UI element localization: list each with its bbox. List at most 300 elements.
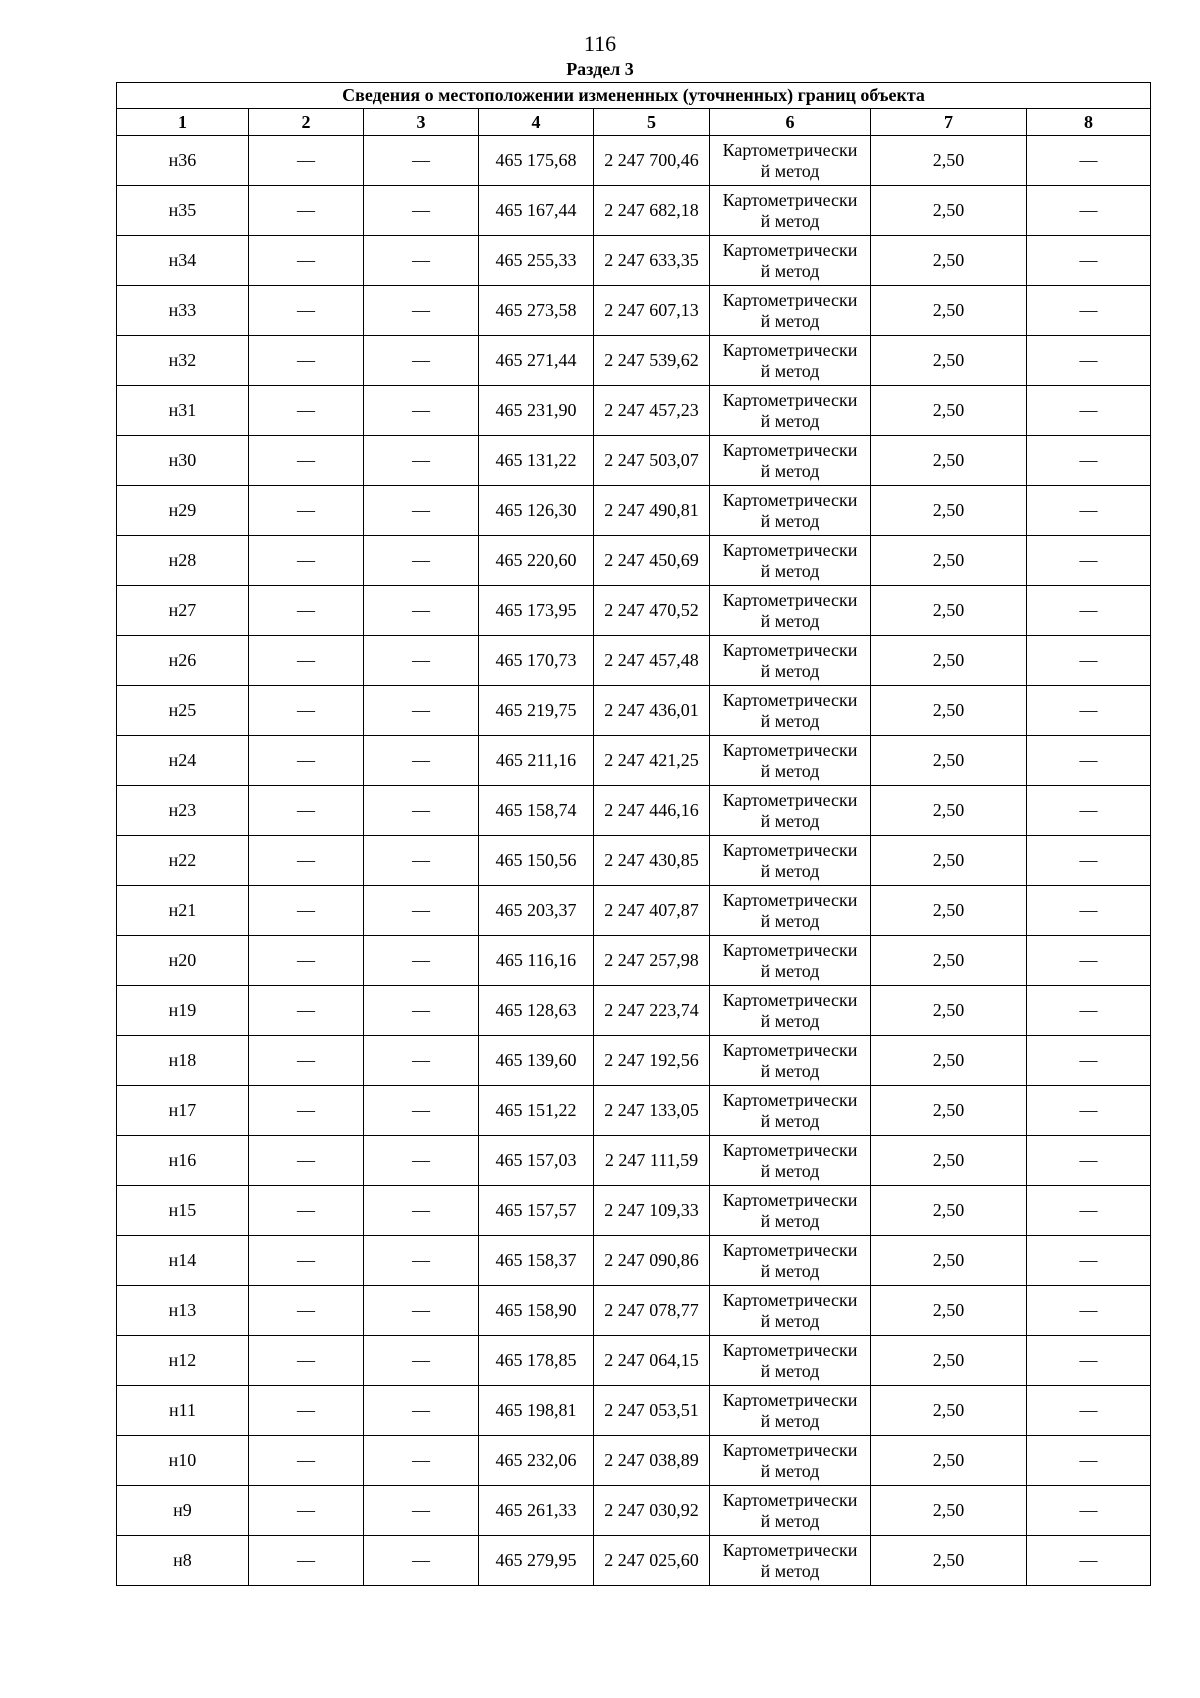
method-cell bbox=[710, 1236, 871, 1286]
precision-cell: 2,50 bbox=[871, 936, 1027, 986]
y-coordinate-cell: 2 247 430,85 bbox=[594, 836, 710, 886]
table-row bbox=[117, 386, 1151, 436]
col2-dash-cell bbox=[249, 286, 364, 336]
column-header-8: 8 bbox=[1027, 109, 1151, 136]
method-cell bbox=[710, 936, 871, 986]
column-header-2: 2 bbox=[249, 109, 364, 136]
point-id-cell: н28 bbox=[117, 536, 249, 586]
col3-dash-cell bbox=[364, 1136, 479, 1186]
method-cell bbox=[710, 136, 871, 186]
dash-mark: — bbox=[1079, 1450, 1098, 1470]
col2-dash-cell bbox=[249, 736, 364, 786]
col8-dash-cell bbox=[1027, 1436, 1151, 1486]
col3-dash-cell bbox=[364, 1486, 479, 1536]
method-text-line2: й метод bbox=[760, 360, 820, 381]
precision-cell: 2,50 bbox=[871, 836, 1027, 886]
method-text-line1: Картометрически bbox=[722, 239, 858, 260]
y-coordinate-cell: 2 247 490,81 bbox=[594, 486, 710, 536]
precision-cell: 2,50 bbox=[871, 536, 1027, 586]
table-row bbox=[117, 336, 1151, 386]
col2-dash-cell bbox=[249, 636, 364, 686]
method-text-line1: Картометрически bbox=[722, 439, 858, 460]
page-number: 116 bbox=[583, 31, 617, 56]
y-coordinate-cell: 2 247 446,16 bbox=[594, 786, 710, 836]
table-row bbox=[117, 636, 1151, 686]
x-coordinate-cell: 465 232,06 bbox=[479, 1436, 594, 1486]
method-text-line1: Картометрически bbox=[722, 1439, 858, 1460]
col2-dash-cell bbox=[249, 586, 364, 636]
dash-mark: — bbox=[1079, 200, 1098, 220]
precision-cell: 2,50 bbox=[871, 486, 1027, 536]
y-coordinate-cell: 2 247 682,18 bbox=[594, 186, 710, 236]
dash-mark: — bbox=[297, 250, 315, 270]
col2-dash-cell bbox=[249, 886, 364, 936]
method-cell bbox=[710, 736, 871, 786]
col3-dash-cell bbox=[364, 1086, 479, 1136]
dash-mark: — bbox=[297, 150, 315, 170]
y-coordinate-cell: 2 247 503,07 bbox=[594, 436, 710, 486]
x-coordinate-cell: 465 150,56 bbox=[479, 836, 594, 886]
precision-cell: 2,50 bbox=[871, 786, 1027, 836]
col8-dash-cell bbox=[1027, 986, 1151, 1036]
table-row bbox=[117, 936, 1151, 986]
table-row bbox=[117, 986, 1151, 1036]
dash-mark: — bbox=[1079, 800, 1098, 820]
col2-dash-cell bbox=[249, 1536, 364, 1586]
point-id-cell: н9 bbox=[117, 1486, 249, 1536]
method-text-line2: й метод bbox=[760, 960, 820, 981]
col2-dash-cell bbox=[249, 1386, 364, 1436]
method-text-line2: й метод bbox=[760, 1360, 820, 1381]
dash-mark: — bbox=[1079, 1400, 1098, 1420]
method-cell bbox=[710, 1086, 871, 1136]
method-text-line2: й метод bbox=[760, 1160, 820, 1181]
table-row bbox=[117, 536, 1151, 586]
x-coordinate-cell: 465 167,44 bbox=[479, 186, 594, 236]
table-header-row bbox=[117, 109, 1151, 136]
y-coordinate-cell: 2 247 053,51 bbox=[594, 1386, 710, 1436]
method-text-line1: Картометрически bbox=[722, 989, 858, 1010]
precision-cell: 2,50 bbox=[871, 1036, 1027, 1086]
col2-dash-cell bbox=[249, 236, 364, 286]
y-coordinate-cell: 2 247 470,52 bbox=[594, 586, 710, 636]
x-coordinate-cell: 465 157,03 bbox=[479, 1136, 594, 1186]
col2-dash-cell bbox=[249, 436, 364, 486]
column-header-5: 5 bbox=[594, 109, 710, 136]
method-cell bbox=[710, 186, 871, 236]
dash-mark: — bbox=[1079, 1550, 1098, 1570]
point-id-cell: н11 bbox=[117, 1386, 249, 1436]
dash-mark: — bbox=[297, 700, 315, 720]
x-coordinate-cell: 465 139,60 bbox=[479, 1036, 594, 1086]
x-coordinate-cell: 465 220,60 bbox=[479, 536, 594, 586]
dash-mark: — bbox=[297, 450, 315, 470]
y-coordinate-cell: 2 247 025,60 bbox=[594, 1536, 710, 1586]
method-text-line1: Картометрически bbox=[722, 339, 858, 360]
col8-dash-cell bbox=[1027, 886, 1151, 936]
y-coordinate-cell: 2 247 450,69 bbox=[594, 536, 710, 586]
col3-dash-cell bbox=[364, 936, 479, 986]
dash-mark: — bbox=[412, 1500, 430, 1520]
dash-mark: — bbox=[1079, 450, 1098, 470]
point-id-cell: н12 bbox=[117, 1336, 249, 1386]
y-coordinate-cell: 2 247 457,48 bbox=[594, 636, 710, 686]
method-cell bbox=[710, 836, 871, 886]
method-text-line1: Картометрически bbox=[722, 1489, 858, 1510]
dash-mark: — bbox=[1079, 950, 1098, 970]
precision-cell: 2,50 bbox=[871, 1086, 1027, 1136]
precision-cell: 2,50 bbox=[871, 336, 1027, 386]
method-text-line2: й метод bbox=[760, 260, 820, 281]
method-text-line1: Картометрически bbox=[722, 839, 858, 860]
col8-dash-cell bbox=[1027, 536, 1151, 586]
dash-mark: — bbox=[297, 800, 315, 820]
col3-dash-cell bbox=[364, 586, 479, 636]
col8-dash-cell bbox=[1027, 186, 1151, 236]
method-text-line1: Картометрически bbox=[722, 1339, 858, 1360]
col8-dash-cell bbox=[1027, 836, 1151, 886]
precision-cell: 2,50 bbox=[871, 1436, 1027, 1486]
method-text-line2: й метод bbox=[760, 1410, 820, 1431]
y-coordinate-cell: 2 247 078,77 bbox=[594, 1286, 710, 1336]
x-coordinate-cell: 465 203,37 bbox=[479, 886, 594, 936]
col8-dash-cell bbox=[1027, 586, 1151, 636]
method-cell bbox=[710, 586, 871, 636]
point-id-cell: н19 bbox=[117, 986, 249, 1036]
method-text-line1: Картометрически bbox=[722, 739, 858, 760]
method-cell bbox=[710, 1186, 871, 1236]
method-cell bbox=[710, 886, 871, 936]
col2-dash-cell bbox=[249, 686, 364, 736]
dash-mark: — bbox=[412, 1100, 430, 1120]
point-id-cell: н30 bbox=[117, 436, 249, 486]
x-coordinate-cell: 465 255,33 bbox=[479, 236, 594, 286]
point-id-cell: н21 bbox=[117, 886, 249, 936]
x-coordinate-cell: 465 279,95 bbox=[479, 1536, 594, 1586]
method-text-line2: й метод bbox=[760, 1260, 820, 1281]
method-text-line1: Картометрически bbox=[722, 689, 858, 710]
precision-cell: 2,50 bbox=[871, 886, 1027, 936]
dash-mark: — bbox=[1079, 1150, 1098, 1170]
dash-mark: — bbox=[412, 1550, 430, 1570]
dash-mark: — bbox=[297, 750, 315, 770]
method-text-line2: й метод bbox=[760, 810, 820, 831]
x-coordinate-cell: 465 271,44 bbox=[479, 336, 594, 386]
col2-dash-cell bbox=[249, 1336, 364, 1386]
method-text-line2: й метод bbox=[760, 1560, 820, 1581]
dash-mark: — bbox=[412, 150, 430, 170]
column-header-4: 4 bbox=[479, 109, 594, 136]
dash-mark: — bbox=[412, 450, 430, 470]
method-cell bbox=[710, 786, 871, 836]
dash-mark: — bbox=[297, 1450, 315, 1470]
col3-dash-cell bbox=[364, 1336, 479, 1386]
method-text-line1: Картометрически bbox=[722, 939, 858, 960]
x-coordinate-cell: 465 198,81 bbox=[479, 1386, 594, 1436]
method-text-line2: й метод bbox=[760, 460, 820, 481]
method-cell bbox=[710, 986, 871, 1036]
method-text-line2: й метод bbox=[760, 1060, 820, 1081]
dash-mark: — bbox=[1079, 900, 1098, 920]
col8-dash-cell bbox=[1027, 736, 1151, 786]
y-coordinate-cell: 2 247 111,59 bbox=[594, 1136, 710, 1186]
method-text-line1: Картометрически bbox=[722, 589, 858, 610]
col8-dash-cell bbox=[1027, 686, 1151, 736]
precision-cell: 2,50 bbox=[871, 1536, 1027, 1586]
dash-mark: — bbox=[412, 850, 430, 870]
y-coordinate-cell: 2 247 109,33 bbox=[594, 1186, 710, 1236]
point-id-cell: н27 bbox=[117, 586, 249, 636]
y-coordinate-cell: 2 247 223,74 bbox=[594, 986, 710, 1036]
precision-cell: 2,50 bbox=[871, 1386, 1027, 1436]
method-text-line1: Картометрически bbox=[722, 389, 858, 410]
table-row bbox=[117, 1186, 1151, 1236]
method-text-line1: Картометрически bbox=[722, 1239, 858, 1260]
col3-dash-cell bbox=[364, 1536, 479, 1586]
method-cell bbox=[710, 486, 871, 536]
x-coordinate-cell: 465 151,22 bbox=[479, 1086, 594, 1136]
precision-cell: 2,50 bbox=[871, 636, 1027, 686]
point-id-cell: н17 bbox=[117, 1086, 249, 1136]
table-caption: Сведения о местоположении измененных (уточненных) границ объекта bbox=[117, 83, 1151, 109]
method-cell bbox=[710, 336, 871, 386]
method-text-line2: й метод bbox=[760, 1210, 820, 1231]
dash-mark: — bbox=[297, 1300, 315, 1320]
col2-dash-cell bbox=[249, 1086, 364, 1136]
dash-mark: — bbox=[412, 1200, 430, 1220]
method-cell bbox=[710, 686, 871, 736]
col8-dash-cell bbox=[1027, 286, 1151, 336]
method-text-line2: й метод bbox=[760, 660, 820, 681]
table-caption-row bbox=[117, 83, 1151, 109]
point-id-cell: н14 bbox=[117, 1236, 249, 1286]
dash-mark: — bbox=[412, 550, 430, 570]
dash-mark: — bbox=[297, 950, 315, 970]
y-coordinate-cell: 2 247 421,25 bbox=[594, 736, 710, 786]
point-id-cell: н31 bbox=[117, 386, 249, 436]
precision-cell: 2,50 bbox=[871, 1136, 1027, 1186]
dash-mark: — bbox=[412, 250, 430, 270]
method-text-line2: й метод bbox=[760, 1510, 820, 1531]
coordinates-table bbox=[116, 82, 1151, 1586]
dash-mark: — bbox=[1079, 150, 1098, 170]
y-coordinate-cell: 2 247 700,46 bbox=[594, 136, 710, 186]
col8-dash-cell bbox=[1027, 1486, 1151, 1536]
x-coordinate-cell: 465 219,75 bbox=[479, 686, 594, 736]
table-row bbox=[117, 1136, 1151, 1186]
dash-mark: — bbox=[412, 700, 430, 720]
dash-mark: — bbox=[412, 650, 430, 670]
point-id-cell: н16 bbox=[117, 1136, 249, 1186]
x-coordinate-cell: 465 158,90 bbox=[479, 1286, 594, 1336]
method-cell bbox=[710, 636, 871, 686]
point-id-cell: н25 bbox=[117, 686, 249, 736]
table-row bbox=[117, 1436, 1151, 1486]
col3-dash-cell bbox=[364, 136, 479, 186]
table-row bbox=[117, 436, 1151, 486]
precision-cell: 2,50 bbox=[871, 436, 1027, 486]
x-coordinate-cell: 465 157,57 bbox=[479, 1186, 594, 1236]
method-text-line1: Картометрически bbox=[722, 1189, 858, 1210]
method-text-line2: й метод bbox=[760, 610, 820, 631]
col8-dash-cell bbox=[1027, 636, 1151, 686]
col2-dash-cell bbox=[249, 536, 364, 586]
method-text-line2: й метод bbox=[760, 160, 820, 181]
table-row bbox=[117, 1286, 1151, 1336]
table-row bbox=[117, 836, 1151, 886]
col3-dash-cell bbox=[364, 436, 479, 486]
dash-mark: — bbox=[412, 600, 430, 620]
method-text-line1: Картометрически bbox=[722, 639, 858, 660]
col8-dash-cell bbox=[1027, 1286, 1151, 1336]
x-coordinate-cell: 465 158,74 bbox=[479, 786, 594, 836]
section-title: Раздел 3 bbox=[566, 59, 634, 79]
y-coordinate-cell: 2 247 407,87 bbox=[594, 886, 710, 936]
col8-dash-cell bbox=[1027, 1336, 1151, 1386]
dash-mark: — bbox=[412, 1000, 430, 1020]
table-row bbox=[117, 736, 1151, 786]
col3-dash-cell bbox=[364, 686, 479, 736]
table-row bbox=[117, 1336, 1151, 1386]
dash-mark: — bbox=[412, 950, 430, 970]
x-coordinate-cell: 465 211,16 bbox=[479, 736, 594, 786]
method-text-line2: й метод bbox=[760, 1460, 820, 1481]
col2-dash-cell bbox=[249, 1286, 364, 1336]
dash-mark: — bbox=[1079, 1000, 1098, 1020]
table-row bbox=[117, 486, 1151, 536]
dash-mark: — bbox=[412, 500, 430, 520]
dash-mark: — bbox=[297, 1400, 315, 1420]
method-cell bbox=[710, 1136, 871, 1186]
dash-mark: — bbox=[412, 400, 430, 420]
dash-mark: — bbox=[412, 1400, 430, 1420]
method-text-line1: Картометрически bbox=[722, 1089, 858, 1110]
col3-dash-cell bbox=[364, 286, 479, 336]
table-row bbox=[117, 1236, 1151, 1286]
dash-mark: — bbox=[297, 1200, 315, 1220]
x-coordinate-cell: 465 231,90 bbox=[479, 386, 594, 436]
precision-cell: 2,50 bbox=[871, 236, 1027, 286]
point-id-cell: н15 bbox=[117, 1186, 249, 1236]
dash-mark: — bbox=[297, 600, 315, 620]
col3-dash-cell bbox=[364, 786, 479, 836]
precision-cell: 2,50 bbox=[871, 736, 1027, 786]
precision-cell: 2,50 bbox=[871, 1286, 1027, 1336]
dash-mark: — bbox=[297, 350, 315, 370]
method-text-line2: й метод bbox=[760, 1010, 820, 1031]
point-id-cell: н36 bbox=[117, 136, 249, 186]
table-row bbox=[117, 686, 1151, 736]
point-id-cell: н20 bbox=[117, 936, 249, 986]
x-coordinate-cell: 465 173,95 bbox=[479, 586, 594, 636]
method-cell bbox=[710, 1336, 871, 1386]
col2-dash-cell bbox=[249, 386, 364, 436]
col8-dash-cell bbox=[1027, 786, 1151, 836]
col3-dash-cell bbox=[364, 336, 479, 386]
table-row bbox=[117, 786, 1151, 836]
col3-dash-cell bbox=[364, 636, 479, 686]
col2-dash-cell bbox=[249, 1486, 364, 1536]
dash-mark: — bbox=[297, 1150, 315, 1170]
method-cell bbox=[710, 286, 871, 336]
dash-mark: — bbox=[1079, 250, 1098, 270]
point-id-cell: н24 bbox=[117, 736, 249, 786]
method-cell bbox=[710, 1036, 871, 1086]
point-id-cell: н18 bbox=[117, 1036, 249, 1086]
method-text-line1: Картометрически bbox=[722, 1389, 858, 1410]
col8-dash-cell bbox=[1027, 1136, 1151, 1186]
col8-dash-cell bbox=[1027, 1186, 1151, 1236]
col3-dash-cell bbox=[364, 236, 479, 286]
table-row bbox=[117, 1486, 1151, 1536]
method-text-line2: й метод bbox=[760, 1310, 820, 1331]
col3-dash-cell bbox=[364, 1186, 479, 1236]
col2-dash-cell bbox=[249, 786, 364, 836]
col3-dash-cell bbox=[364, 736, 479, 786]
method-text-line2: й метод bbox=[760, 760, 820, 781]
col2-dash-cell bbox=[249, 336, 364, 386]
method-text-line1: Картометрически bbox=[722, 789, 858, 810]
dash-mark: — bbox=[297, 1100, 315, 1120]
col2-dash-cell bbox=[249, 986, 364, 1036]
dash-mark: — bbox=[412, 1350, 430, 1370]
col8-dash-cell bbox=[1027, 1236, 1151, 1286]
col2-dash-cell bbox=[249, 1186, 364, 1236]
precision-cell: 2,50 bbox=[871, 186, 1027, 236]
method-cell bbox=[710, 236, 871, 286]
col3-dash-cell bbox=[364, 886, 479, 936]
y-coordinate-cell: 2 247 038,89 bbox=[594, 1436, 710, 1486]
x-coordinate-cell: 465 158,37 bbox=[479, 1236, 594, 1286]
precision-cell: 2,50 bbox=[871, 136, 1027, 186]
y-coordinate-cell: 2 247 090,86 bbox=[594, 1236, 710, 1286]
column-header-6: 6 bbox=[710, 109, 871, 136]
dash-mark: — bbox=[1079, 1350, 1098, 1370]
dash-mark: — bbox=[1079, 1100, 1098, 1120]
point-id-cell: н29 bbox=[117, 486, 249, 536]
method-cell bbox=[710, 1486, 871, 1536]
dash-mark: — bbox=[1079, 850, 1098, 870]
col2-dash-cell bbox=[249, 186, 364, 236]
y-coordinate-cell: 2 247 607,13 bbox=[594, 286, 710, 336]
col8-dash-cell bbox=[1027, 936, 1151, 986]
table-row bbox=[117, 236, 1151, 286]
y-coordinate-cell: 2 247 436,01 bbox=[594, 686, 710, 736]
dash-mark: — bbox=[412, 200, 430, 220]
point-id-cell: н13 bbox=[117, 1286, 249, 1336]
col2-dash-cell bbox=[249, 136, 364, 186]
method-text-line2: й метод bbox=[760, 310, 820, 331]
col2-dash-cell bbox=[249, 486, 364, 536]
col3-dash-cell bbox=[364, 836, 479, 886]
dash-mark: — bbox=[297, 1050, 315, 1070]
method-cell bbox=[710, 386, 871, 436]
method-text-line2: й метод bbox=[760, 510, 820, 531]
col8-dash-cell bbox=[1027, 1086, 1151, 1136]
method-text-line1: Картометрически bbox=[722, 1139, 858, 1160]
y-coordinate-cell: 2 247 192,56 bbox=[594, 1036, 710, 1086]
dash-mark: — bbox=[297, 850, 315, 870]
dash-mark: — bbox=[297, 1250, 315, 1270]
col3-dash-cell bbox=[364, 536, 479, 586]
point-id-cell: н23 bbox=[117, 786, 249, 836]
col3-dash-cell bbox=[364, 1386, 479, 1436]
column-header-1: 1 bbox=[117, 109, 249, 136]
precision-cell: 2,50 bbox=[871, 1236, 1027, 1286]
dash-mark: — bbox=[1079, 350, 1098, 370]
x-coordinate-cell: 465 170,73 bbox=[479, 636, 594, 686]
dash-mark: — bbox=[297, 200, 315, 220]
